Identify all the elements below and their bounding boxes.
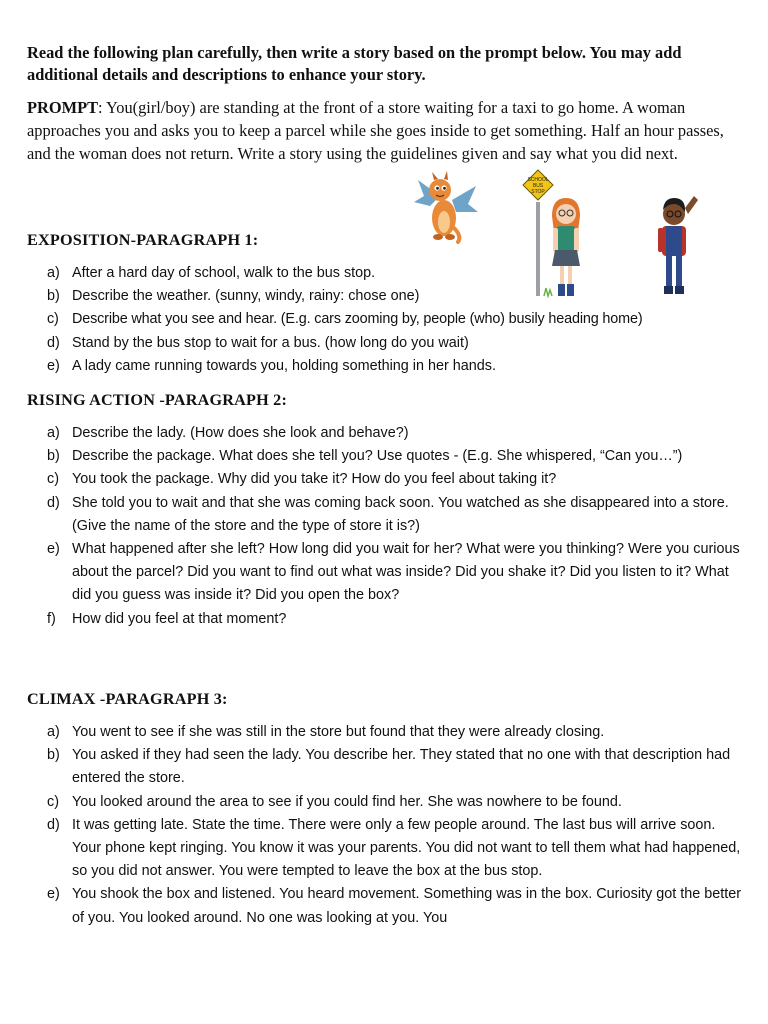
list-item (27, 538, 742, 608)
item-marker: f) (47, 610, 56, 627)
list-item (27, 721, 742, 744)
item-text: Stand by the bus stop to wait for a bus. (how long do you wait) (72, 334, 469, 351)
list-item (27, 468, 742, 491)
instructions-text: Read the following plan carefully, then write a story based on the prompt below. You may add additional details and descriptions to enhance your story. (27, 43, 682, 84)
prompt-text: : You(girl/boy) are standing at the front of a store waiting for a taxi to go home. A woman approaches you and asks you to keep a parcel while she goes inside to get something. Half an hour passes, and the woman does not return. Write a story using the guidelines given and say what you did next. (27, 98, 724, 163)
item-text: You asked if they had seen the lady. You describe her. They stated that no one with that description had entered the store. (72, 747, 731, 787)
item-text: How did you feel at that moment? (72, 610, 287, 627)
prompt-label: PROMPT (27, 98, 99, 117)
sign-text-1: SCHOOL (527, 177, 549, 183)
item-marker: d) (47, 494, 60, 511)
list-item (27, 608, 742, 631)
item-marker: b) (47, 288, 60, 305)
item-marker: a) (47, 425, 60, 441)
item-marker: c) (47, 471, 59, 488)
list-item (27, 814, 742, 884)
item-text: After a hard day of school, walk to the bus stop. (72, 265, 376, 281)
climax-list (27, 721, 742, 930)
exposition-list (27, 262, 742, 378)
sign-text-2: BUS (532, 183, 544, 189)
rising-action-list (27, 422, 742, 631)
item-text: She told you to wait and that she was coming back soon. You watched as she disappeared into a store. (Give the name of the store and the type of store it is?) (72, 494, 729, 534)
dragon-image (414, 171, 478, 242)
list-item (27, 308, 742, 331)
list-item (27, 262, 742, 285)
item-text: Describe the lady. (How does she look and behave?) (72, 425, 409, 441)
sign-text-3: STOP (531, 189, 545, 195)
item-marker: d) (47, 334, 60, 351)
item-text: Describe the weather. (sunny, windy, rainy: chose one) (72, 288, 420, 305)
list-item (27, 355, 742, 378)
list-item (27, 883, 742, 929)
list-item (27, 422, 742, 445)
prompt-paragraph (27, 96, 739, 165)
item-marker: e) (47, 357, 60, 374)
heading-rising-action: RISING ACTION -PARAGRAPH 2: (27, 391, 288, 409)
item-text: You shook the box and listened. You heard movement. Something was in the box. Curiosity got the better of you. You looked around. No one was looking at you. You (72, 886, 742, 926)
heading-climax: CLIMAX -PARAGRAPH 3: (27, 690, 228, 708)
item-text: You went to see if she was still in the store but found that they were already closing. (72, 724, 605, 740)
list-item (27, 332, 742, 355)
list-item (27, 791, 742, 814)
list-item (27, 744, 742, 790)
list-item (27, 445, 742, 468)
item-text: What happened after she left? How long did you wait for her? What were you thinking? Were you curious about the parcel? Did you want to find out what was inside? Did you shake it? Did you listen to it? What did you guess was inside it? Did you open the box? (72, 541, 740, 604)
item-text: It was getting late. State the time. There were only a few people around. The last bus will arrive soon. Your phone kept ringing. You know it was your parents. You did not want to tell them what had happened, so you did not answer. You were tempted to leave the box at the bus stop. (72, 816, 741, 880)
item-text: Describe what you see and hear. (E.g. cars zooming by, people (who) busily heading home) (72, 311, 643, 328)
item-marker: c) (47, 793, 59, 810)
item-text: You looked around the area to see if you could find her. She was nowhere to be found. (72, 793, 622, 810)
item-marker: e) (47, 541, 60, 558)
item-marker: c) (47, 311, 59, 328)
item-marker: e) (47, 886, 60, 903)
item-marker: b) (47, 448, 60, 465)
item-marker: a) (47, 724, 60, 740)
heading-exposition: EXPOSITION-PARAGRAPH 1: (27, 231, 259, 249)
item-text: Describe the package. What does she tell you? Use quotes - (E.g. She whispered, “Can you…”) (72, 448, 683, 465)
item-text: A lady came running towards you, holding something in her hands. (72, 357, 496, 374)
list-item (27, 492, 742, 538)
list-item (27, 285, 742, 308)
item-marker: d) (47, 816, 60, 833)
item-marker: a) (47, 265, 60, 281)
item-marker: b) (47, 747, 60, 764)
item-text: You took the package. Why did you take it? How do you feel about taking it? (72, 471, 557, 488)
